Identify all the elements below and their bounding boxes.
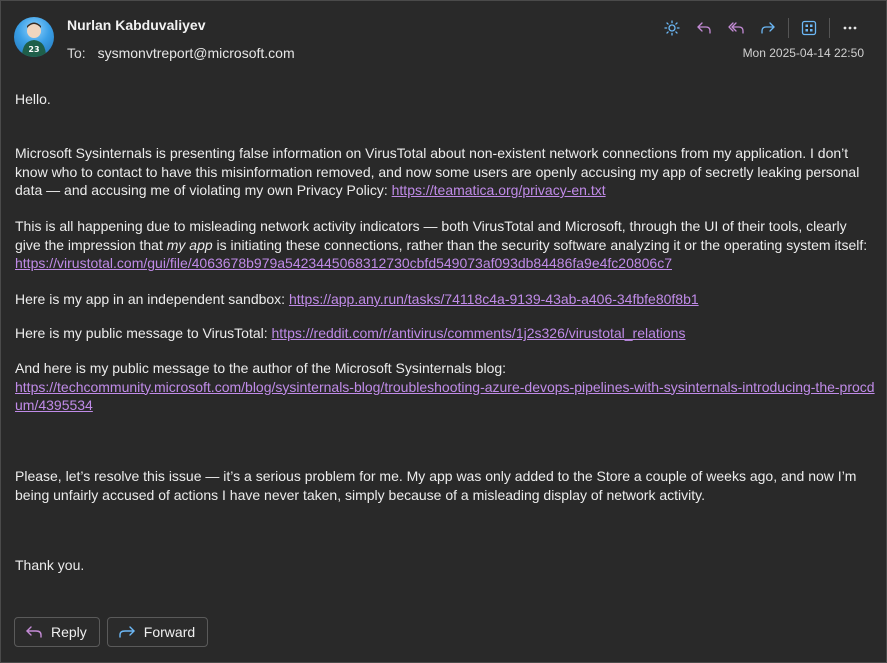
paragraph-1 [15, 144, 875, 200]
message-date: Mon 2025-04-14 22:50 [742, 46, 864, 60]
paragraph-4 [15, 324, 685, 343]
more-icon[interactable] [834, 17, 866, 39]
toolbar-divider [788, 18, 789, 38]
reply-icon [25, 624, 43, 640]
virustotal-link[interactable]: https://virustotal.com/gui/file/4063678b979a5423445068312730cbfd549073af093db84486fa9e4fc20806c7 [15, 255, 672, 271]
paragraph-2 [15, 217, 875, 273]
avatar-badge: 23 [28, 45, 40, 54]
paragraph-3-text: Here is my app in an independent sandbox: [15, 291, 289, 307]
recipient-address[interactable]: sysmonvtreport@microsoft.com [97, 45, 295, 61]
techcommunity-link[interactable]: https://techcommunity.microsoft.com/blog/sysinternals-blog/troubleshooting-azure-devops-pipelines-with-sysinternals-introducing-the-procdum/4395534 [15, 378, 875, 413]
paragraph-6: Please, let’s resolve this issue — it’s a serious problem for me. My app was only added to the Store a couple of weeks ago, and now I’m being unfairly accused of actions I have never taken, simply because of a misleading display of network activity. [15, 468, 857, 503]
reply-icon[interactable] [688, 17, 720, 39]
reply-button[interactable] [14, 617, 100, 647]
sender-name[interactable]: Nurlan Kabduvaliyev [67, 17, 206, 33]
toolbar-divider [829, 18, 830, 38]
forward-icon [118, 624, 136, 640]
sun-icon[interactable] [656, 17, 688, 39]
forward-label: Forward [143, 624, 196, 640]
reddit-link[interactable]: https://reddit.com/r/antivirus/comments/1j2s326/virustotal_relations [271, 325, 686, 341]
paragraph-2-emphasis: my app [166, 236, 213, 253]
paragraph-5 [15, 359, 875, 415]
greeting: Hello. [15, 91, 51, 107]
paragraph-2-text-a: This is all happening due to misleading network activity indicators — both VirusTotal and Microsoft, through the UI of their tools, clearly give the impression that [15, 218, 847, 253]
anyrun-link[interactable]: https://app.any.run/tasks/74118c4a-9139-43ab-a406-34fbfe80f8b1 [288, 291, 699, 307]
paragraph-4-text: Here is my public message to VirusTotal: [15, 325, 272, 341]
paragraph-2-text-b: is initiating these connections, rather than the security software analyzing it or the operating system itself: [212, 236, 868, 253]
forward-icon[interactable] [752, 17, 784, 39]
reply-label: Reply [51, 624, 87, 640]
apps-icon[interactable] [793, 17, 825, 39]
to-label: To: [67, 45, 86, 61]
privacy-policy-link[interactable]: https://teamatica.org/privacy-en.txt [391, 182, 606, 198]
closing: Thank you. [15, 557, 85, 573]
paragraph-3 [15, 290, 699, 309]
message-toolbar [656, 17, 866, 39]
paragraph-5-text: And here is my public message to the author of the Microsoft Sysinternals blog: [15, 360, 507, 376]
avatar-figure-icon [14, 17, 54, 57]
reply-all-icon[interactable] [720, 17, 752, 39]
email-header [1, 1, 886, 81]
paragraph-1-text: Microsoft Sysinternals is presenting false information on VirusTotal about non-existent network connections from my application. I don’t know who to contact to have this misinformation removed, and now some users are openly accusing my app of secretly leaking personal data — and accusing me of violating my own Privacy Policy: [15, 145, 860, 198]
forward-button[interactable] [107, 617, 208, 647]
message-actions [14, 617, 208, 647]
recipient-line [67, 45, 295, 61]
sender-avatar[interactable] [14, 17, 54, 57]
